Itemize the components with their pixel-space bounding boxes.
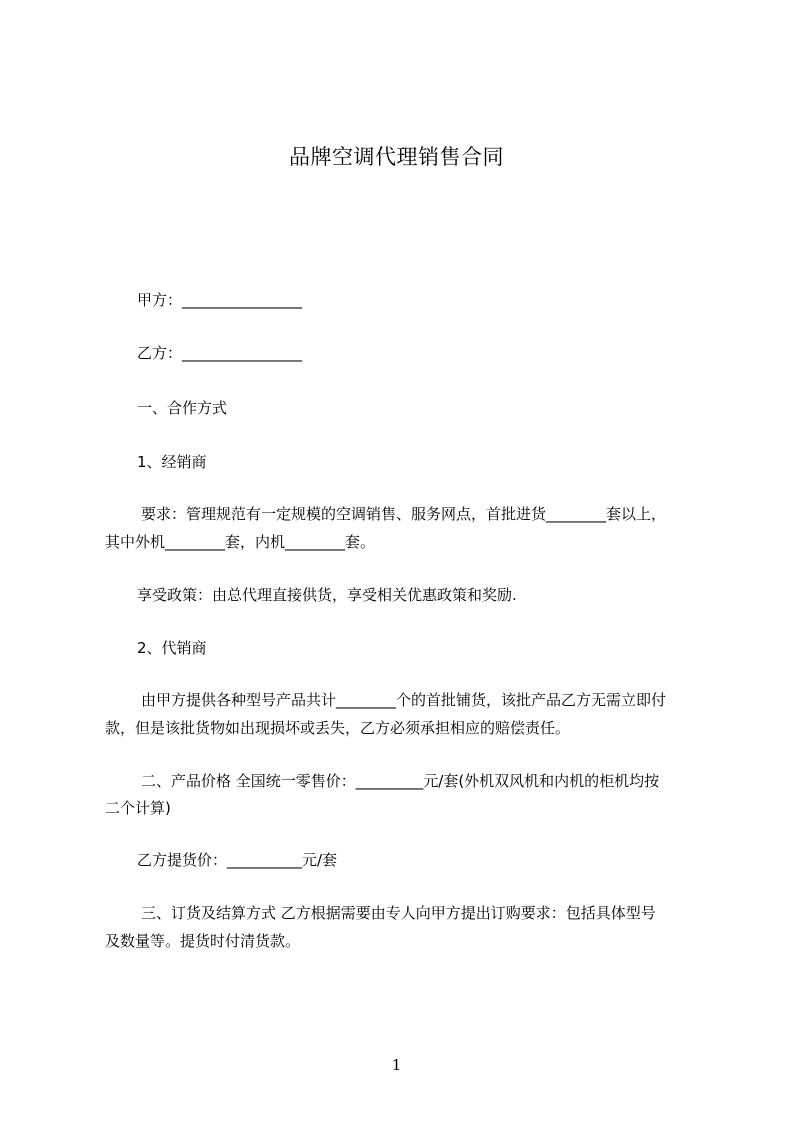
- requirement-line-2: 其中外机________套，内机________套。: [105, 533, 376, 551]
- item-2-heading: 2、代销商: [137, 639, 207, 657]
- party-a-line: 甲方：________________: [137, 291, 303, 309]
- consign-line-2: 款，但是该批货物如出现损坏或丢失，乙方必须承担相应的赔偿责任。: [105, 719, 571, 737]
- consign-line-1: 由甲方提供各种型号产品共计________个的首批铺货，该批产品乙方无需立即付: [141, 691, 667, 709]
- policy-line: 享受政策：由总代理直接供货，享受相关优惠政策和奖励.: [137, 586, 517, 604]
- page-title: 品牌空调代理销售合同: [289, 145, 504, 169]
- section-1-heading: 一、合作方式: [137, 399, 228, 417]
- price-line-2: 二个计算): [105, 799, 171, 817]
- pickup-price-line: 乙方提货价：__________元/套: [137, 851, 338, 869]
- order-line-2: 及数量等。提货时付清货款。: [105, 932, 301, 950]
- item-1-heading: 1、经销商: [137, 453, 207, 471]
- requirement-line-1: 要求：管理规范有一定规模的空调销售、服务网点，首批进货________套以上，: [141, 505, 667, 523]
- party-b-line: 乙方：________________: [137, 344, 303, 362]
- order-line-1: 三、订货及结算方式 乙方根据需要由专人向甲方提出订购要求：包括具体型号: [141, 904, 656, 922]
- price-line-1: 二、产品价格 全国统一零售价：_________元/套(外机双风机和内机的柜机均按: [141, 772, 660, 790]
- page-number: 1: [391, 1056, 402, 1074]
